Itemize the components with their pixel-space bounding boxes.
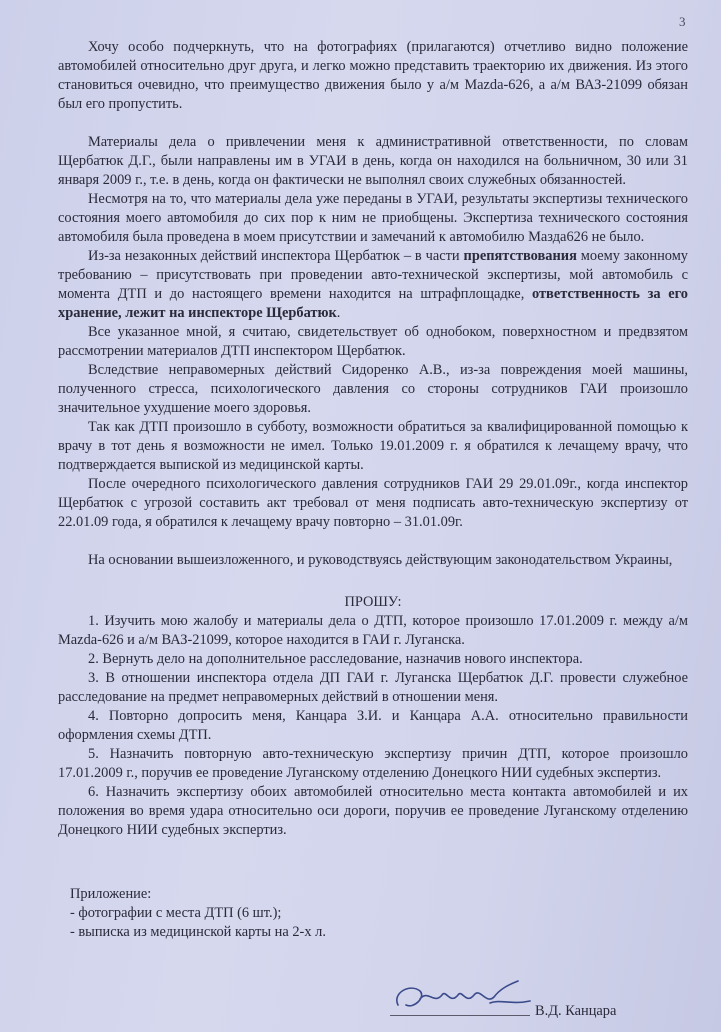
signature-line (390, 1015, 530, 1016)
paragraph-illegal-actions (58, 247, 688, 323)
paragraph-photos: Хочу особо подчеркнуть, что на фотографиях (прилагаются) отчетливо видно положение автомобилей относительно друг друга, и легко можно представить траекторию их движения. Из этого становиться очевидно, что преимущество движения было у а/м Mazda-626, а а/м ВАЗ-21099 обязан был его пропустить. (58, 39, 688, 112)
paragraph-case-materials: Материалы дела о привлечении меня к административной ответственности, по словам Щербатюк Д.Г., были направлены им в УГАИ в день, когда он находился на больничном, 30 или 31 января 2009 г., т.е. в день, когда он фактически не выполнял своих служебных обязанностей. (58, 134, 688, 188)
request-item: 2. Вернуть дело на дополнительное расследование, назначив нового инспектора. (88, 651, 583, 667)
text-fragment: . (336, 305, 341, 321)
signature-block (390, 975, 690, 1025)
paragraph-health: Вследствие неправомерных действий Сидоренко А.В., из-за повреждения моей машины, полученного стресса, психологического давления со стороны сотрудников ГАИ произошло значительное ухудшение моего здоровья. (58, 362, 688, 416)
request-item: 4. Повторно допросить меня, Канцара З.И. и Канцара А.А. относительно правильности оформления схемы ДТП. (58, 708, 688, 743)
attachments-title: Приложение: (70, 886, 152, 902)
paragraph-expertise: Несмотря на то, что материалы дела уже переданы в УГАИ, результаты экспертизы технического состояния моего автомобиля до сих пор к ним не приобщены. Экспертиза технического состояния автомобиля была проведена в моем присутствии и замечаний к автомобилю Мазда626 не было. (58, 191, 688, 245)
request-item: 1. Изучить мою жалобу и материалы дела о ДТП, которое произошло 17.01.2009 г. между а/м Mazda-626 и а/м ВАЗ-21099, которое находится в ГАИ г. Луганска. (58, 613, 688, 648)
bold-fragment: ответственность за его хранение, лежит на инспекторе Щербатюк (58, 286, 688, 321)
page-number: 3 (679, 14, 686, 29)
attachment-item: - фотографии с места ДТП (6 шт.); (70, 905, 282, 921)
request-title: ПРОШУ: (344, 594, 402, 610)
document-body (58, 38, 688, 942)
paragraph-biased-review: Все указанное мной, я считаю, свидетельствует об однобоком, поверхностном и предвзятом рассмотрении материалов ДТП инспектором Щербатюк. (58, 324, 688, 359)
request-item: 6. Назначить экспертизу обоих автомобилей относительно места контакта автомобилей и их положения во время удара относительно оси дороги, поручив ее проведение Луганскому отделению Донецкого НИИ судебных экспертиз. (58, 784, 688, 838)
signature-name: В.Д. Канцара (535, 1003, 617, 1019)
text-fragment: Из-за незаконных действий инспектора Щербатюк – в части (88, 248, 464, 264)
request-list (58, 612, 688, 840)
request-item: 5. Назначить повторную авто-техническую экспертизу причин ДТП, которое произошло 17.01.2009 г., поручив ее проведение Луганскому отделению Донецкого НИИ судебных экспертиз. (58, 746, 688, 781)
paragraph-pressure: После очередного психологического давления сотрудников ГАИ 29 29.01.09г., когда инспектор Щербатюк с угрозой составить акт требовал от меня подписать авто-техническую экспертизу от 22.01.09 года, я обратился к лечащему врачу повторно – 31.01.09г. (58, 476, 688, 530)
request-item: 3. В отношении инспектора отдела ДП ГАИ г. Луганска Щербатюк Д.Г. провести служебное расследование на предмет неправомерных действий в отношении меня. (58, 670, 688, 705)
attachment-item: - выписка из медицинской карты на 2-х л. (70, 924, 326, 940)
paragraph-legal-basis: На основании вышеизложенного, и руководствуясь действующим законодательством Украины, (88, 552, 673, 568)
attachments (58, 885, 688, 942)
text-fragment: моему законному требованию – присутствовать при проведении авто-технической экспертизы, мой автомобиль с момента ДТП и до настоящего времени находится на штрафплощадке, (58, 248, 688, 302)
bold-fragment: препятствования (463, 248, 577, 264)
paragraph-doctor: Так как ДТП произошло в субботу, возможности обратиться за квалифицированной помощью к врачу в тот день я возможности не имел. Только 19.01.2009 г. я обратился к лечащему врачу, что подтверждается выпиской из медицинской карты. (58, 419, 688, 473)
